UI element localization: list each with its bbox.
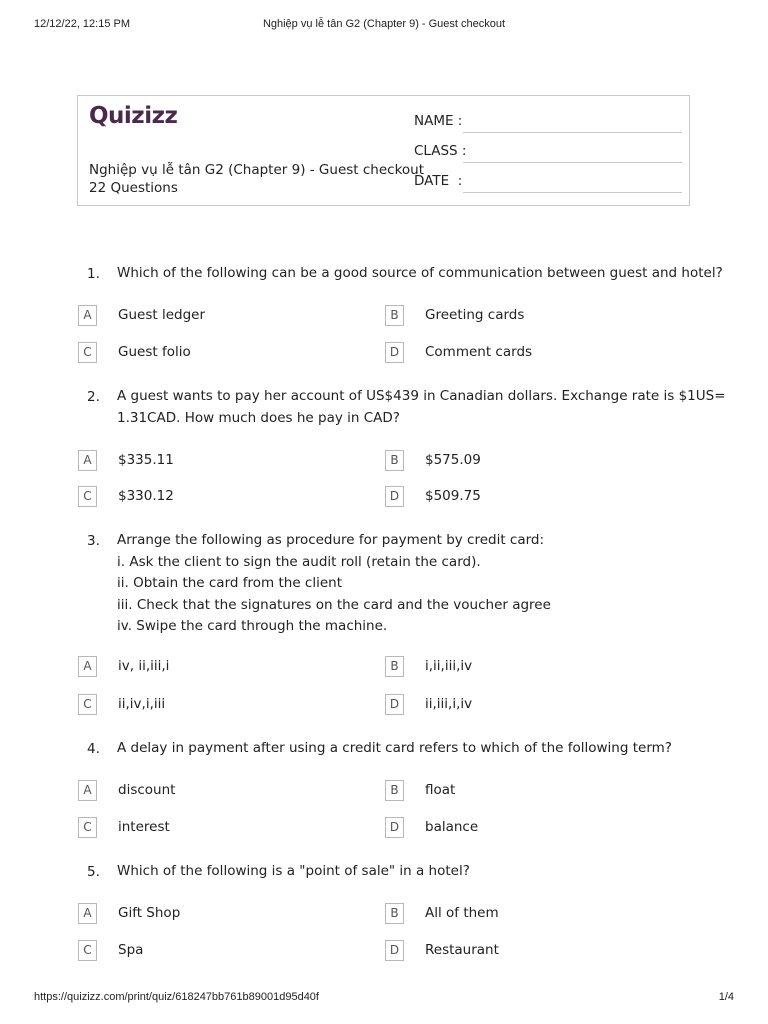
- quizizz-logo: Quizizz: [89, 103, 178, 129]
- option-text: All of them: [425, 905, 499, 921]
- question-line: Which of the following is a "point of sale" in a hotel?: [117, 863, 470, 879]
- option-letter-box: A: [78, 305, 97, 326]
- print-url: https://quizizz.com/print/quiz/618247bb761b89001d95d40f: [34, 991, 319, 1003]
- question-line: iii. Check that the signatures on the card and the voucher agree: [117, 596, 551, 613]
- name-label: NAME :: [414, 113, 463, 129]
- option-text: Gift Shop: [118, 905, 181, 921]
- option-letter-box: C: [78, 694, 97, 715]
- option-letter-box: A: [78, 450, 97, 471]
- option-text: ii,iii,i,iv: [425, 696, 473, 712]
- quiz-title: Nghiệp vụ lễ tân G2 (Chapter 9) - Guest checkout: [89, 162, 425, 178]
- question-number: 3.: [87, 533, 100, 549]
- name-field: [414, 113, 462, 129]
- option-letter-box: C: [78, 342, 97, 363]
- class-blank-line: [463, 162, 682, 163]
- option-text: $335.11: [118, 452, 174, 468]
- question-line: Which of the following can be a good source of communication between guest and hotel?: [117, 265, 723, 281]
- class-field: [414, 143, 466, 159]
- option-text: balance: [425, 819, 479, 835]
- option-letter-box: A: [78, 903, 97, 924]
- option-text: i,ii,iii,iv: [425, 658, 473, 674]
- option-text: Guest ledger: [118, 307, 205, 323]
- option-letter-box: D: [385, 940, 404, 961]
- option-text: Spa: [118, 942, 144, 958]
- option-text: iv, ii,iii,i: [118, 658, 170, 674]
- page-number: 1/4: [718, 991, 734, 1003]
- option-letter-box: D: [385, 694, 404, 715]
- question-count: 22 Questions: [89, 180, 178, 196]
- question-text: [117, 530, 697, 638]
- print-datetime: 12/12/22, 12:15 PM: [34, 18, 131, 30]
- date-field: [414, 173, 462, 189]
- question-line: Arrange the following as procedure for payment by credit card:: [117, 532, 545, 548]
- date-blank-line: [463, 192, 682, 193]
- option-text: Restaurant: [425, 942, 499, 958]
- option-text: $330.12: [118, 488, 174, 504]
- option-letter-box: C: [78, 817, 97, 838]
- question-line: A guest wants to pay her account of US$439 in Canadian dollars. Exchange rate is $1US=: [117, 388, 726, 404]
- option-text: $509.75: [425, 488, 481, 504]
- print-footer: [0, 990, 768, 1010]
- option-letter-box: B: [385, 656, 404, 677]
- option-text: float: [425, 782, 456, 798]
- option-letter-box: D: [385, 817, 404, 838]
- question-line: iv. Swipe the card through the machine.: [117, 618, 388, 634]
- quiz-header-box: [77, 95, 690, 206]
- print-document-title: Nghiệp vụ lễ tân G2 (Chapter 9) - Guest checkout: [262, 18, 506, 30]
- option-letter-box: C: [78, 486, 97, 507]
- option-text: Greeting cards: [425, 307, 525, 323]
- question-line: i. Ask the client to sign the audit roll (retain the card).: [117, 553, 481, 570]
- question-number: 5.: [87, 864, 100, 880]
- option-letter-box: A: [78, 780, 97, 801]
- question-number: 1.: [87, 266, 100, 282]
- option-letter-box: B: [385, 450, 404, 471]
- option-letter-box: D: [385, 342, 404, 363]
- question-number: 2.: [87, 389, 100, 405]
- date-label: DATE :: [414, 173, 463, 189]
- question-number: 4.: [87, 741, 100, 757]
- option-letter-box: B: [385, 780, 404, 801]
- option-text: ii,iv,i,iii: [118, 696, 166, 712]
- question-line: 1.31CAD. How much does he pay in CAD?: [117, 409, 400, 426]
- question-line: ii. Obtain the card from the client: [117, 575, 342, 591]
- option-text: $575.09: [425, 452, 481, 468]
- option-letter-box: C: [78, 940, 97, 961]
- option-letter-box: B: [385, 305, 404, 326]
- name-blank-line: [463, 132, 682, 133]
- question-text: [117, 738, 697, 760]
- option-letter-box: B: [385, 903, 404, 924]
- print-header: [0, 0, 768, 40]
- class-label: CLASS :: [414, 143, 467, 159]
- question-line: A delay in payment after using a credit card refers to which of the following term?: [117, 740, 672, 756]
- option-text: Guest folio: [118, 344, 191, 360]
- question-text: [117, 263, 723, 285]
- option-text: interest: [118, 819, 170, 835]
- question-text: [117, 386, 726, 429]
- option-letter-box: D: [385, 486, 404, 507]
- question-text: [117, 861, 697, 883]
- option-text: discount: [118, 782, 176, 798]
- option-text: Comment cards: [425, 344, 533, 360]
- option-letter-box: A: [78, 656, 97, 677]
